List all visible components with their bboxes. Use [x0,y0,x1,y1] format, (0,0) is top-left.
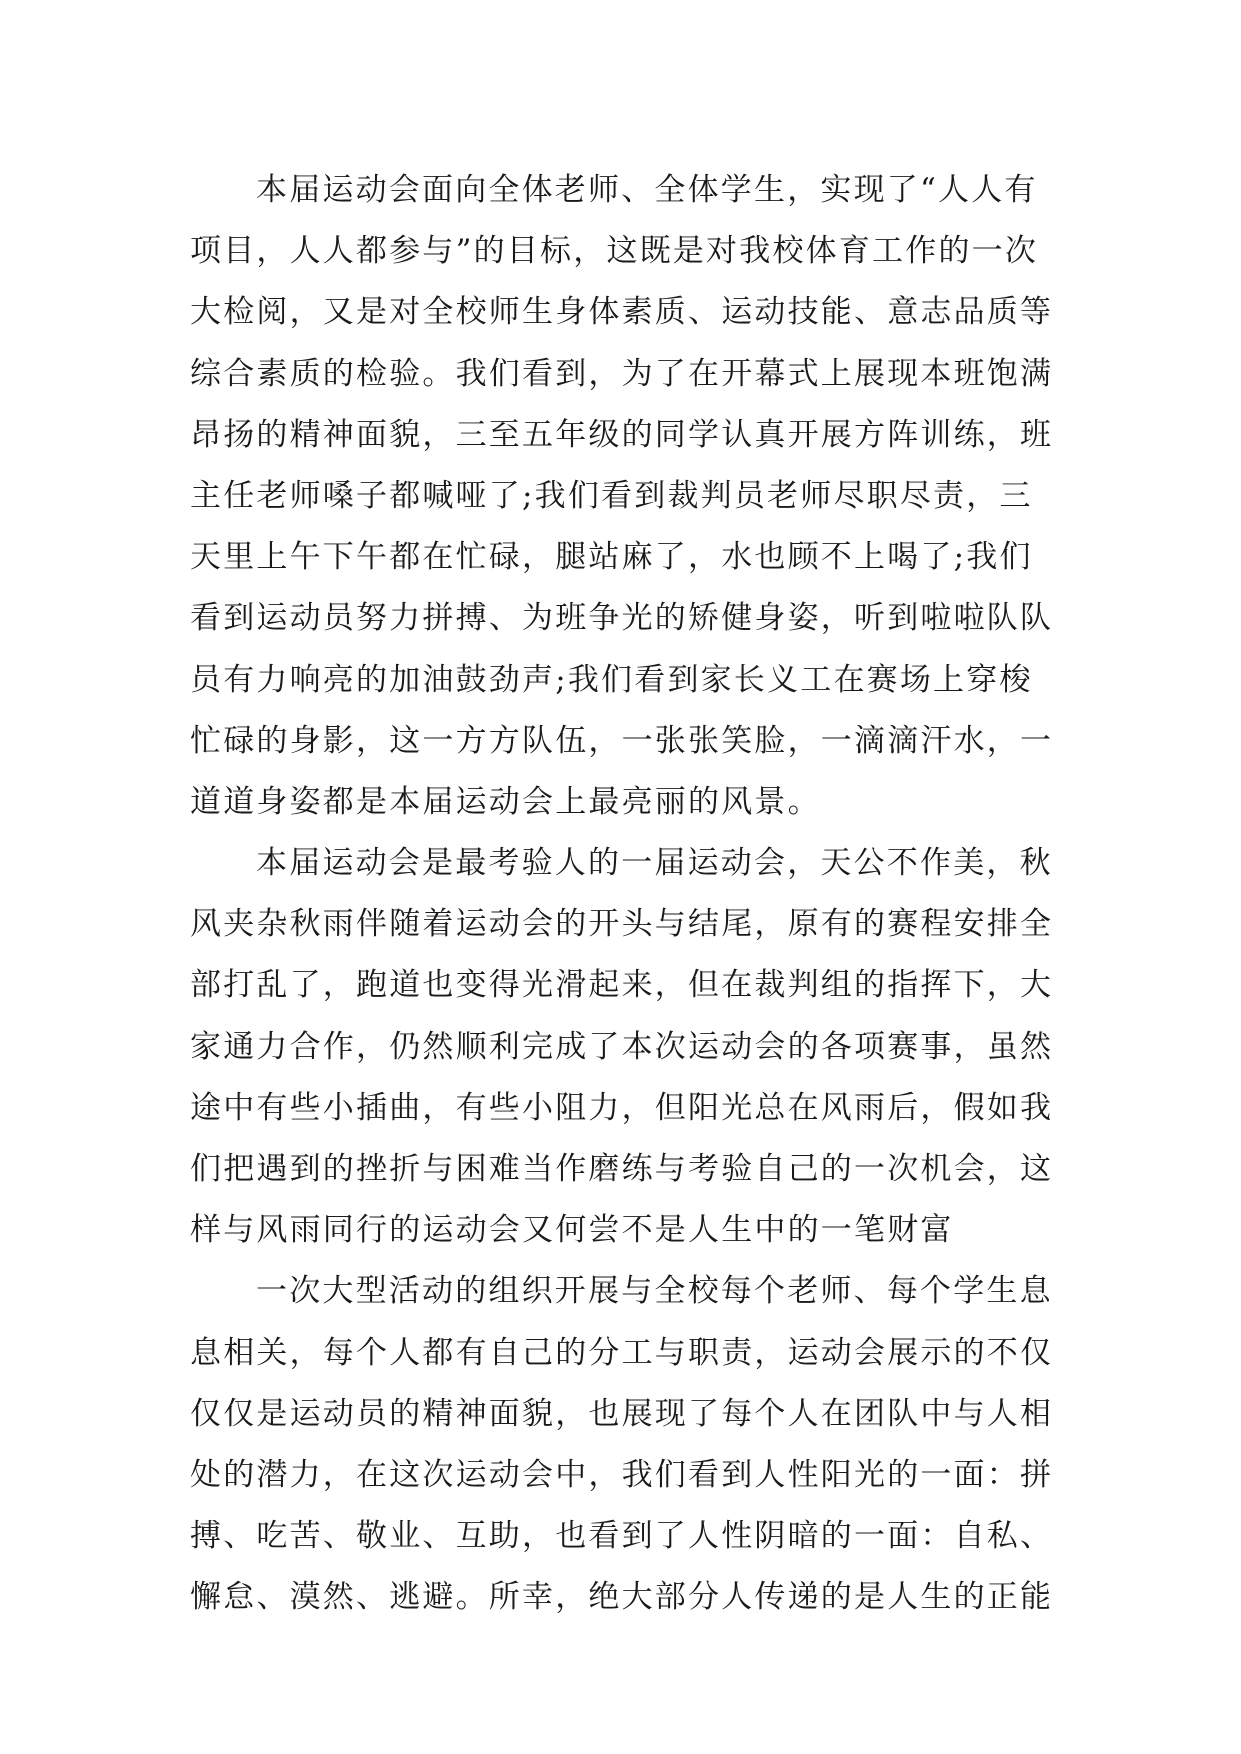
text-line: 家通力合作，仍然顺利完成了本次运动会的各项赛事，虽然 [190,1028,1054,1065]
text-line: 仅仅是运动员的精神面貌，也展现了每个人在团队中与人相 [190,1395,1054,1432]
text-line: 息相关，每个人都有自己的分工与职责，运动会展示的不仅 [190,1334,1054,1371]
text-line: 懈怠、漠然、逃避。所幸，绝大部分人传递的是人生的正能 [190,1579,1054,1616]
text-line: 项目，人人都参与”的目标，这既是对我校体育工作的一次 [190,233,1039,270]
text-line: 处的潜力，在这次运动会中，我们看到人性阳光的一面：拼 [190,1456,1054,1493]
paragraph-2 [190,833,1060,1261]
document-body [190,160,1060,1629]
text-line: 本届运动会面向全体老师、全体学生，实现了“人人有 [256,172,1038,208]
text-line: 本届运动会是最考验人的一届运动会，天公不作美，秋 [256,845,1053,882]
text-line: 忙碌的身影，这一方方队伍，一张张笑脸，一滴滴汗水，一 [190,722,1054,759]
text-line: 大检阅，又是对全校师生身体素质、运动技能、意志品质等 [190,294,1054,331]
text-line: 一次大型活动的组织开展与全校每个老师、每个学生息 [256,1273,1053,1310]
text-line: 员有力响亮的加油鼓劲声;我们看到家长义工在赛场上穿梭 [190,661,1033,698]
text-line: 搏、吃苦、敬业、互助，也看到了人性阴暗的一面：自私、 [190,1518,1054,1555]
text-line: 道道身姿都是本届运动会上最亮丽的风景。 [190,783,821,820]
text-line: 主任老师嗓子都喊哑了;我们看到裁判员老师尽职尽责，三 [190,477,1033,514]
text-line: 看到运动员努力拼搏、为班争光的矫健身姿，听到啦啦队队 [190,600,1054,637]
paragraph-3 [190,1261,1060,1628]
text-line: 风夹杂秋雨伴随着运动会的开头与结尾，原有的赛程安排全 [190,906,1054,943]
text-line: 天里上午下午都在忙碌，腿站麻了，水也顾不上喝了;我们 [190,539,1033,576]
text-line: 综合素质的检验。我们看到，为了在开幕式上展现本班饱满 [190,355,1054,392]
text-line: 们把遇到的挫折与困难当作磨练与考验自己的一次机会，这 [190,1151,1054,1187]
text-line: 样与风雨同行的运动会又何尝不是人生中的一笔财富 [190,1212,954,1249]
paragraph-1 [190,160,1060,833]
text-line: 部打乱了，跑道也变得光滑起来，但在裁判组的指挥下，大 [190,967,1054,1004]
text-line: 途中有些小插曲，有些小阻力，但阳光总在风雨后，假如我 [190,1089,1054,1126]
text-line: 昂扬的精神面貌，三至五年级的同学认真开展方阵训练，班 [190,416,1054,453]
